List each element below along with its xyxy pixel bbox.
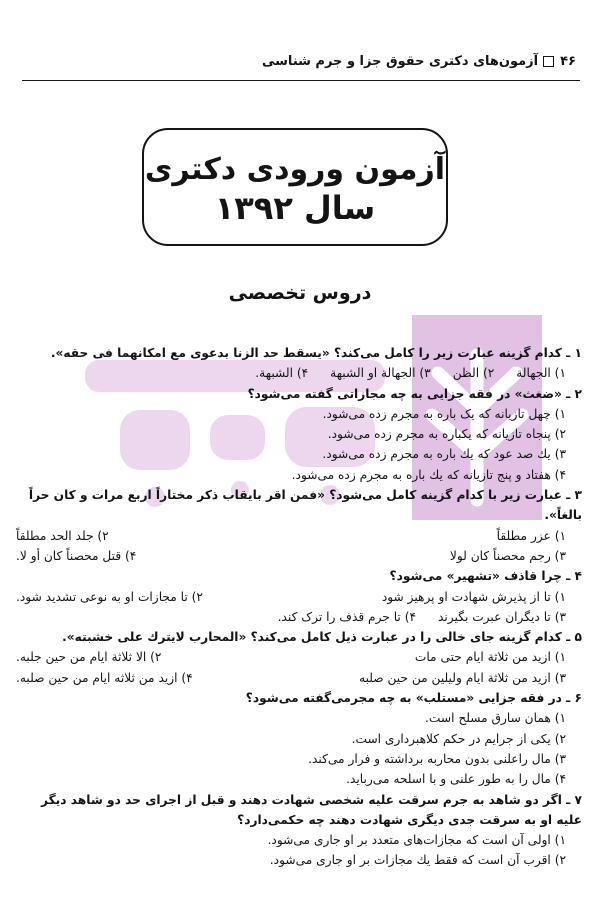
question-2 (16, 384, 582, 485)
exam-title-line2: سال ۱۳۹۲ (214, 189, 376, 227)
question-stem: ۱ ـ کدام گزینه عبارت زیر را کامل می‌کند؟ «یسقط حد الزنا بدعوی مع امکانهما فی حقه». (50, 346, 582, 360)
page-number: ۴۶ (560, 54, 576, 69)
question-3 (16, 485, 582, 566)
option: ۲) تا مجازات او به نوعی تشدید شود. (16, 589, 203, 604)
question-stem: ۲ ـ «ضغث» در فقه جزایی به چه مجازاتی گفته می‌شود؟ (247, 386, 582, 401)
options-row (16, 546, 582, 566)
option: ۱) الجهالة (516, 366, 566, 381)
option: ۴) هفتاد و پنج تازیانه که یك باره به مجرم زده می‌شود. (291, 467, 566, 482)
square-bullet-icon (543, 56, 554, 67)
option: ۳) ازید من ثلاثة ایام ولیلین من حین صلبه (359, 670, 566, 685)
exam-title-box (142, 128, 448, 246)
option: ۱) ازید من ثلاثة ایام حتی مات (414, 650, 566, 665)
option: ۲) جلد الحد مطلقاً (16, 528, 109, 543)
section-title: دروس تخصصی (228, 282, 372, 304)
option: ۳) تا دیگران عبرت بگیرند (438, 609, 566, 624)
option: ۴) مال را به طور علنی و با اسلحه می‌رباید. (346, 772, 566, 787)
option: ۳) مال راعلنی بدون محاربه برداشته و فرار می‌کند. (308, 751, 566, 766)
options-row (16, 587, 582, 607)
question-4 (16, 566, 582, 627)
option: ۴) الشبهة. (255, 366, 309, 381)
running-header (24, 54, 576, 69)
option: ۱) چهل تازیانه که یک باره به مجرم زده می‌شود. (322, 406, 566, 421)
question-6 (16, 688, 582, 789)
book-title: آزمون‌های دکتری حقوق جزا و جرم شناسی (262, 54, 539, 69)
question-list (16, 343, 582, 871)
options-row (16, 607, 582, 627)
option: ۴) تا جرم قذف را ترک کند. (277, 609, 417, 624)
option: ۴) قتل محصناً کان أو لا. (16, 548, 137, 563)
question-stem: ۳ ـ عبارت زیر با کدام گزینه کامل می‌شود؟ «فمن اقر بایقاب ذکر مختاراً اربع مرات و کان حراً بالغاً». (28, 488, 582, 523)
question-1 (16, 343, 582, 384)
option: ۱) اولی آن است که مجازات‌های متعدد بر او جاری می‌شود. (267, 833, 566, 848)
header-rule (22, 80, 580, 81)
option: ۳) رجم محصناً کان لولا (449, 548, 566, 563)
option: ۳) یك صد عود که یك باره به مجرم زده می‌شود. (322, 447, 566, 462)
options-row (16, 668, 582, 688)
question-stem: ۶ ـ در فقه جزایی «مستلب» به چه مجرمی‌گفته می‌شود؟ (245, 691, 582, 706)
question-5 (16, 627, 582, 688)
option: ۴) ازید من ثلاثه ایام من حین صلبه. (16, 670, 193, 685)
options-row (16, 526, 582, 546)
question-stem: ۷ ـ اگر دو شاهد به جرم سرقت علیه شخصی شهادت دهند و قبل از اجرای حد دو شاهد دیگر علیه او به سرقت جدی دیگری شهادت دهند چه حکمی‌دارد؟ (41, 792, 582, 827)
option: ۲) یکی از جرایم در حکم کلاهبرداری است. (351, 731, 566, 746)
option: ۱) همان سارق مسلح است. (425, 711, 566, 726)
option: ۲) پنجاه تازیانه که یکباره به مجرم زده می‌شود. (327, 427, 566, 442)
options-row (16, 363, 582, 383)
question-7 (16, 790, 582, 871)
option: ۱) تا از پذیرش شهادت او پرهیز شود (381, 589, 566, 604)
option: ۲) الظن (452, 366, 495, 381)
option: ۲) الا ثلاثة ایام من حین جلبه. (16, 650, 162, 665)
option: ۲) اقرب آن است که فقط یك مجازات بر او جاری می‌شود. (269, 853, 566, 868)
option: ۳) الجهالة او الشبهة (330, 366, 431, 381)
options-row (16, 647, 582, 667)
exam-title-line1: آزمون ورودی دکتری (144, 152, 446, 187)
question-stem: ۵ ـ کدام گزینه جای خالی را در عبارت ذیل کامل می‌کند؟ «المحارب لایترك علی خشبته». (62, 630, 582, 645)
question-stem: ۴ ـ چرا قاذف «تشهیر» می‌شود؟ (389, 569, 582, 584)
option: ۱) عزر مطلقاً (496, 528, 566, 543)
